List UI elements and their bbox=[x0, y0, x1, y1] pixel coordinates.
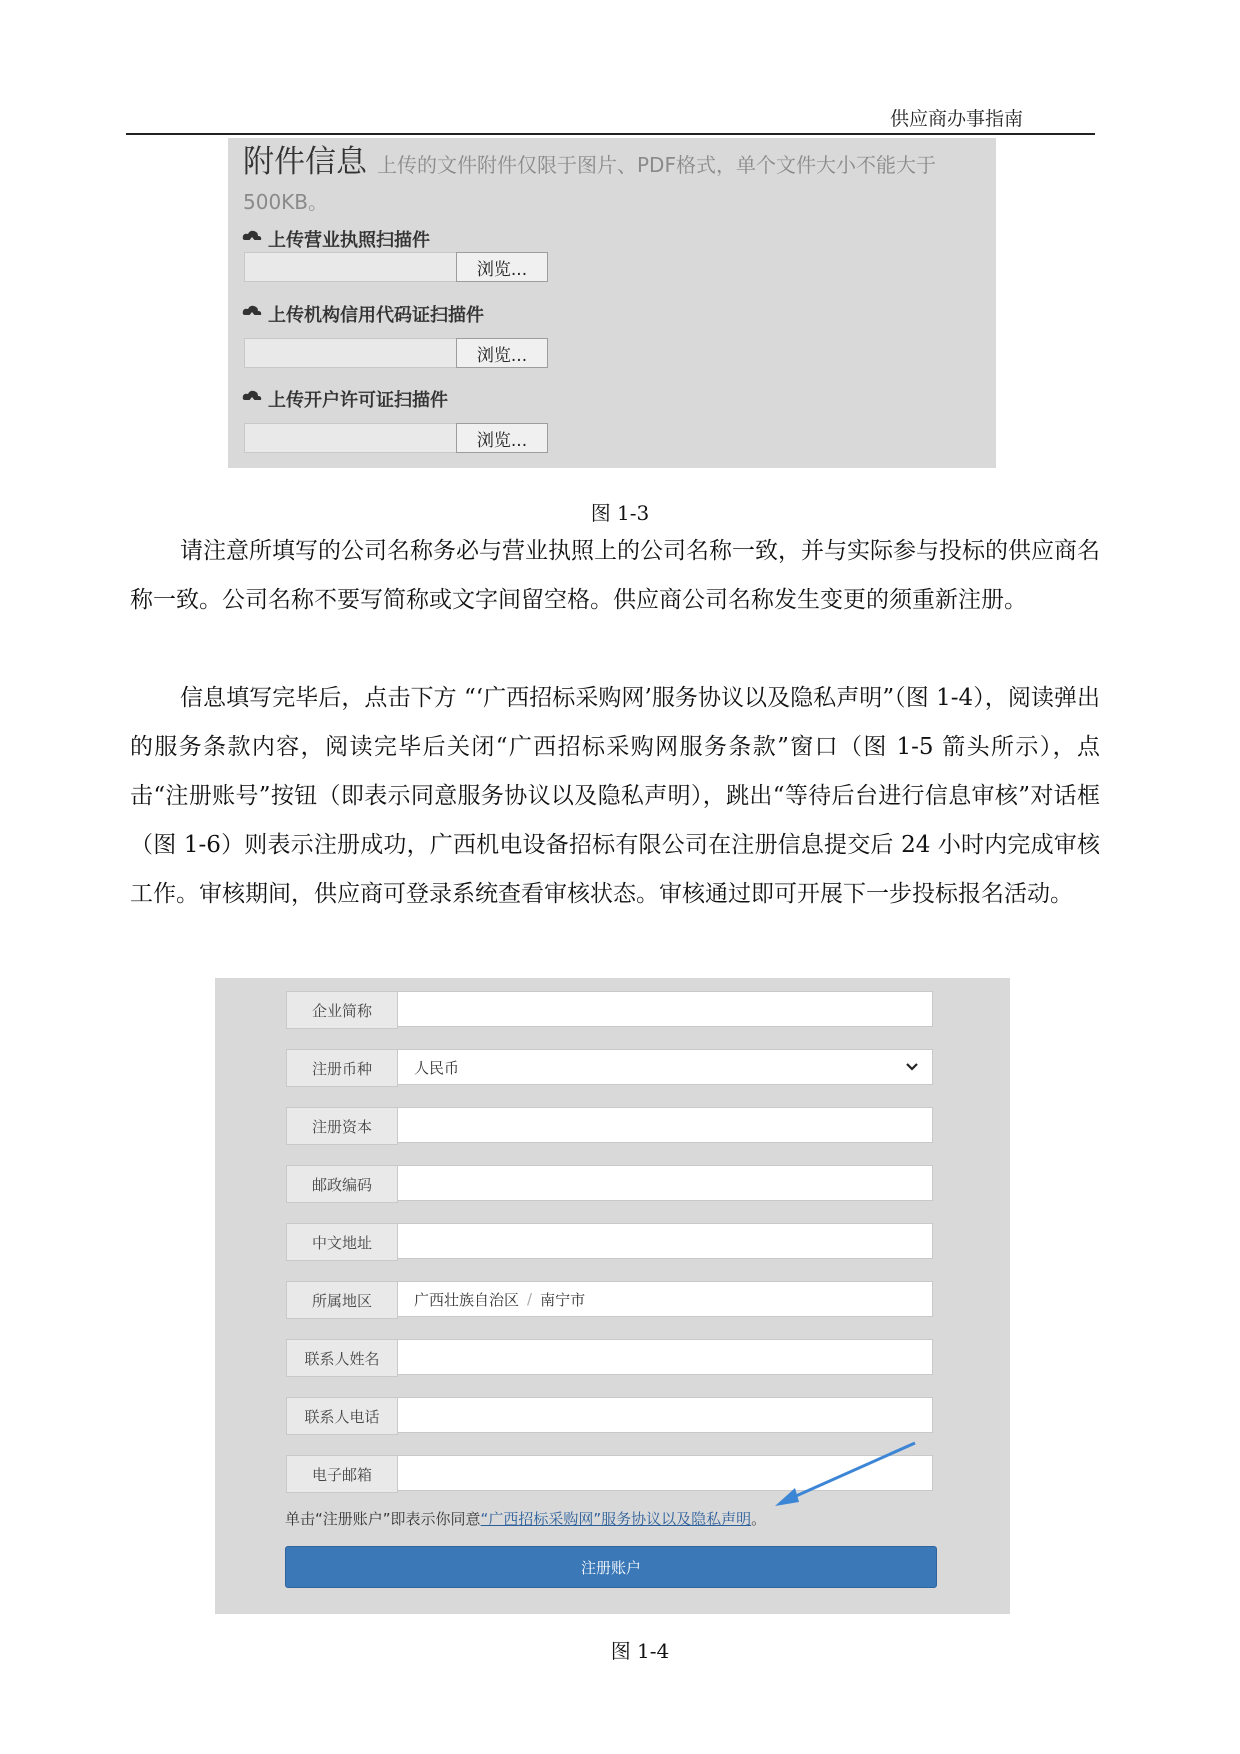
upload-label-credit-code bbox=[242, 301, 484, 327]
field-label: 所属地区 bbox=[286, 1281, 398, 1319]
field-label: 注册币种 bbox=[286, 1049, 398, 1087]
form-row-currency bbox=[286, 1049, 934, 1087]
figure-caption-1-4: 图 1-4 bbox=[610, 1639, 670, 1663]
annotation-arrow-icon bbox=[765, 1438, 925, 1513]
field-label: 注册资本 bbox=[286, 1107, 398, 1145]
register-account-button[interactable]: 注册账户 bbox=[285, 1546, 937, 1588]
running-header: 供应商办事指南 bbox=[889, 108, 1023, 130]
upload-label-text: 上传机构信用代码证扫描件 bbox=[268, 305, 484, 326]
attachment-heading bbox=[243, 144, 988, 185]
form-row-short-name bbox=[286, 991, 934, 1029]
cloud-upload-icon bbox=[242, 390, 262, 408]
upload-label-business-license bbox=[242, 226, 430, 252]
form-row-address bbox=[286, 1223, 934, 1261]
cloud-upload-icon bbox=[242, 305, 262, 323]
contact-phone-input[interactable] bbox=[397, 1397, 933, 1433]
browse-button-credit-code[interactable]: 浏览... bbox=[456, 338, 548, 368]
header-rule bbox=[126, 133, 1095, 135]
attachment-note: 上传的文件附件仅限于图片、PDF格式，单个文件大小不能大于 bbox=[377, 153, 936, 177]
paragraph-company-name: 请注意所填写的公司名称务必与营业执照上的公司名称一致，并与实际参与投标的供应商名称一致。公司名称不要写简称或文字间留空格。供应商公司名称发生变更的须重新注册。 bbox=[130, 538, 1100, 613]
field-label: 电子邮箱 bbox=[286, 1455, 398, 1493]
form-row-capital bbox=[286, 1107, 934, 1145]
browse-button-business-license[interactable]: 浏览... bbox=[456, 252, 548, 282]
chevron-down-icon bbox=[904, 1059, 920, 1075]
attachment-panel bbox=[228, 138, 996, 468]
attachment-title: 附件信息 bbox=[243, 144, 367, 180]
agreement-prefix: 单击“注册账户”即表示你同意 bbox=[285, 1510, 481, 1528]
capital-input[interactable] bbox=[397, 1107, 933, 1143]
field-label: 企业简称 bbox=[286, 991, 398, 1029]
region-province: 广西壮族自治区 bbox=[414, 1290, 520, 1309]
currency-selected-value: 人民币 bbox=[414, 1058, 460, 1077]
short-name-input[interactable] bbox=[397, 991, 933, 1027]
form-row-region bbox=[286, 1281, 934, 1319]
file-path-field-account-permit[interactable] bbox=[244, 423, 458, 453]
browse-button-account-permit[interactable]: 浏览... bbox=[456, 423, 548, 453]
service-agreement-link[interactable]: “广西招标采购网”服务协议以及隐私声明 bbox=[480, 1510, 752, 1528]
upload-label-account-permit bbox=[242, 386, 448, 412]
region-cascader[interactable] bbox=[397, 1281, 933, 1317]
figure-caption-1-3: 图 1-3 bbox=[590, 501, 650, 525]
address-input[interactable] bbox=[397, 1223, 933, 1259]
field-label: 中文地址 bbox=[286, 1223, 398, 1261]
paragraph-registration-steps: 信息填写完毕后，点击下方 “‘广西招标采购网’服务协议以及隐私声明”（图 1-4），阅读弹出的服务条款内容，阅读完毕后关闭“广西招标采购网服务条款”窗口（图 1-5 箭头所示），点击“注册账号”按钮（即表示同意服务协议以及隐私声明），跳出“等待后台进行信息审核”对话框（图 1-6）则表示注册成功，广西机电设备招标有限公司在注册信息提交后 24 小时内完成审核工作。审核期间，供应商可登录系统查看审核状态。审核通过即可开展下一步投标报名活动。 bbox=[130, 685, 1100, 907]
field-label: 邮政编码 bbox=[286, 1165, 398, 1203]
field-label: 联系人电话 bbox=[286, 1397, 398, 1435]
contact-name-input[interactable] bbox=[397, 1339, 933, 1375]
agreement-text bbox=[285, 1508, 766, 1529]
upload-label-text: 上传营业执照扫描件 bbox=[268, 230, 430, 251]
form-row-postcode bbox=[286, 1165, 934, 1203]
currency-select[interactable] bbox=[397, 1049, 933, 1085]
region-separator: / bbox=[527, 1290, 533, 1308]
upload-label-text: 上传开户许可证扫描件 bbox=[268, 390, 448, 411]
file-path-field-business-license[interactable] bbox=[244, 252, 458, 282]
region-city: 南宁市 bbox=[540, 1290, 586, 1309]
form-row-contact-phone bbox=[286, 1397, 934, 1435]
agreement-suffix: 。 bbox=[751, 1510, 767, 1528]
file-path-field-credit-code[interactable] bbox=[244, 338, 458, 368]
cloud-upload-icon bbox=[242, 230, 262, 248]
postcode-input[interactable] bbox=[397, 1165, 933, 1201]
field-label: 联系人姓名 bbox=[286, 1339, 398, 1377]
form-row-contact-name bbox=[286, 1339, 934, 1377]
attachment-note-continued: 500KB。 bbox=[243, 190, 329, 214]
registration-form-panel bbox=[215, 978, 1010, 1614]
